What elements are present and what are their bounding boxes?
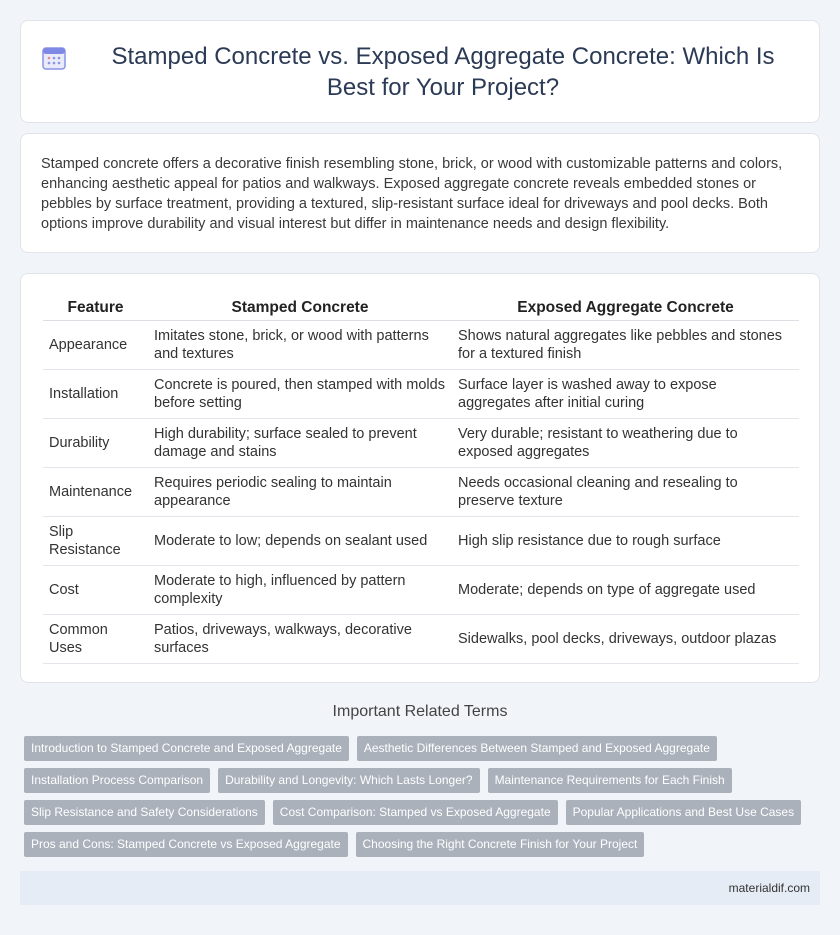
related-term-tag[interactable]: Maintenance Requirements for Each Finish — [488, 768, 732, 793]
stamped-cell: Moderate to high, influenced by pattern complexity — [148, 565, 452, 614]
table-row — [43, 369, 799, 418]
feature-cell: Installation — [43, 369, 148, 418]
table-row — [43, 418, 799, 467]
exposed-cell: Sidewalks, pool decks, driveways, outdoor plazas — [452, 614, 799, 663]
page-title: Stamped Concrete vs. Exposed Aggregate Concrete: Which Is Best for Your Project? — [111, 42, 775, 101]
related-term-tag[interactable]: Slip Resistance and Safety Considerations — [24, 800, 265, 825]
comparison-table — [43, 294, 799, 664]
intro-card — [20, 133, 820, 253]
header-feature: Feature — [43, 294, 148, 320]
title-wrap — [21, 21, 819, 122]
feature-cell: Common Uses — [43, 614, 148, 663]
stamped-cell: Patios, driveways, walkways, decorative surfaces — [148, 614, 452, 663]
feature-cell: Maintenance — [43, 467, 148, 516]
feature-cell: Durability — [43, 418, 148, 467]
table-row — [43, 516, 799, 565]
exposed-cell: Very durable; resistant to weathering due to exposed aggregates — [452, 418, 799, 467]
feature-cell: Slip Resistance — [43, 516, 148, 565]
comparison-table-card — [20, 273, 820, 683]
exposed-cell: Needs occasional cleaning and resealing to preserve texture — [452, 467, 799, 516]
table-row — [43, 467, 799, 516]
stamped-cell: High durability; surface sealed to prevent damage and stains — [148, 418, 452, 467]
intro-paragraph: Stamped concrete offers a decorative finish resembling stone, brick, or wood with customizable patterns and colors, enhancing aesthetic appeal for patios and walkways. Exposed aggregate concrete reveals embedded stones or pebbles by surface treatment, providing a textured, slip-resistant surface ideal for driveways and pool decks. Both options improve durability and visual interest but differ in maintenance needs and design flexibility. — [41, 156, 783, 232]
header-stamped: Stamped Concrete — [148, 294, 452, 320]
related-term-tag[interactable]: Introduction to Stamped Concrete and Exposed Aggregate — [24, 736, 349, 761]
stamped-cell: Concrete is poured, then stamped with molds before setting — [148, 369, 452, 418]
related-term-tag[interactable]: Cost Comparison: Stamped vs Exposed Aggregate — [273, 800, 558, 825]
exposed-cell: Moderate; depends on type of aggregate used — [452, 565, 799, 614]
stamped-cell: Imitates stone, brick, or wood with patterns and textures — [148, 320, 452, 369]
stamped-cell: Requires periodic sealing to maintain appearance — [148, 467, 452, 516]
title-card — [20, 20, 820, 123]
exposed-cell: Shows natural aggregates like pebbles and stones for a textured finish — [452, 320, 799, 369]
exposed-cell: Surface layer is washed away to expose aggregates after initial curing — [452, 369, 799, 418]
related-terms-title: Important Related Terms — [332, 703, 508, 720]
table-row — [43, 565, 799, 614]
stamped-cell: Moderate to low; depends on sealant used — [148, 516, 452, 565]
related-term-tag[interactable]: Installation Process Comparison — [24, 768, 210, 793]
exposed-cell: High slip resistance due to rough surface — [452, 516, 799, 565]
footer-site-link[interactable]: materialdif.com — [728, 881, 810, 895]
related-term-tag[interactable]: Pros and Cons: Stamped Concrete vs Exposed Aggregate — [24, 832, 348, 857]
related-term-tag[interactable]: Durability and Longevity: Which Lasts Longer? — [218, 768, 479, 793]
table-row — [43, 614, 799, 663]
related-term-tag[interactable]: Aesthetic Differences Between Stamped and Exposed Aggregate — [357, 736, 717, 761]
table-row — [43, 320, 799, 369]
related-term-tag[interactable]: Popular Applications and Best Use Cases — [566, 800, 801, 825]
related-term-tag[interactable]: Choosing the Right Concrete Finish for Your Project — [356, 832, 645, 857]
feature-cell: Cost — [43, 565, 148, 614]
table-header-row — [43, 294, 799, 320]
header-exposed: Exposed Aggregate Concrete — [452, 294, 799, 320]
feature-cell: Appearance — [43, 320, 148, 369]
related-terms-list — [24, 736, 824, 864]
footer — [20, 871, 820, 905]
calendar-icon — [41, 45, 67, 71]
